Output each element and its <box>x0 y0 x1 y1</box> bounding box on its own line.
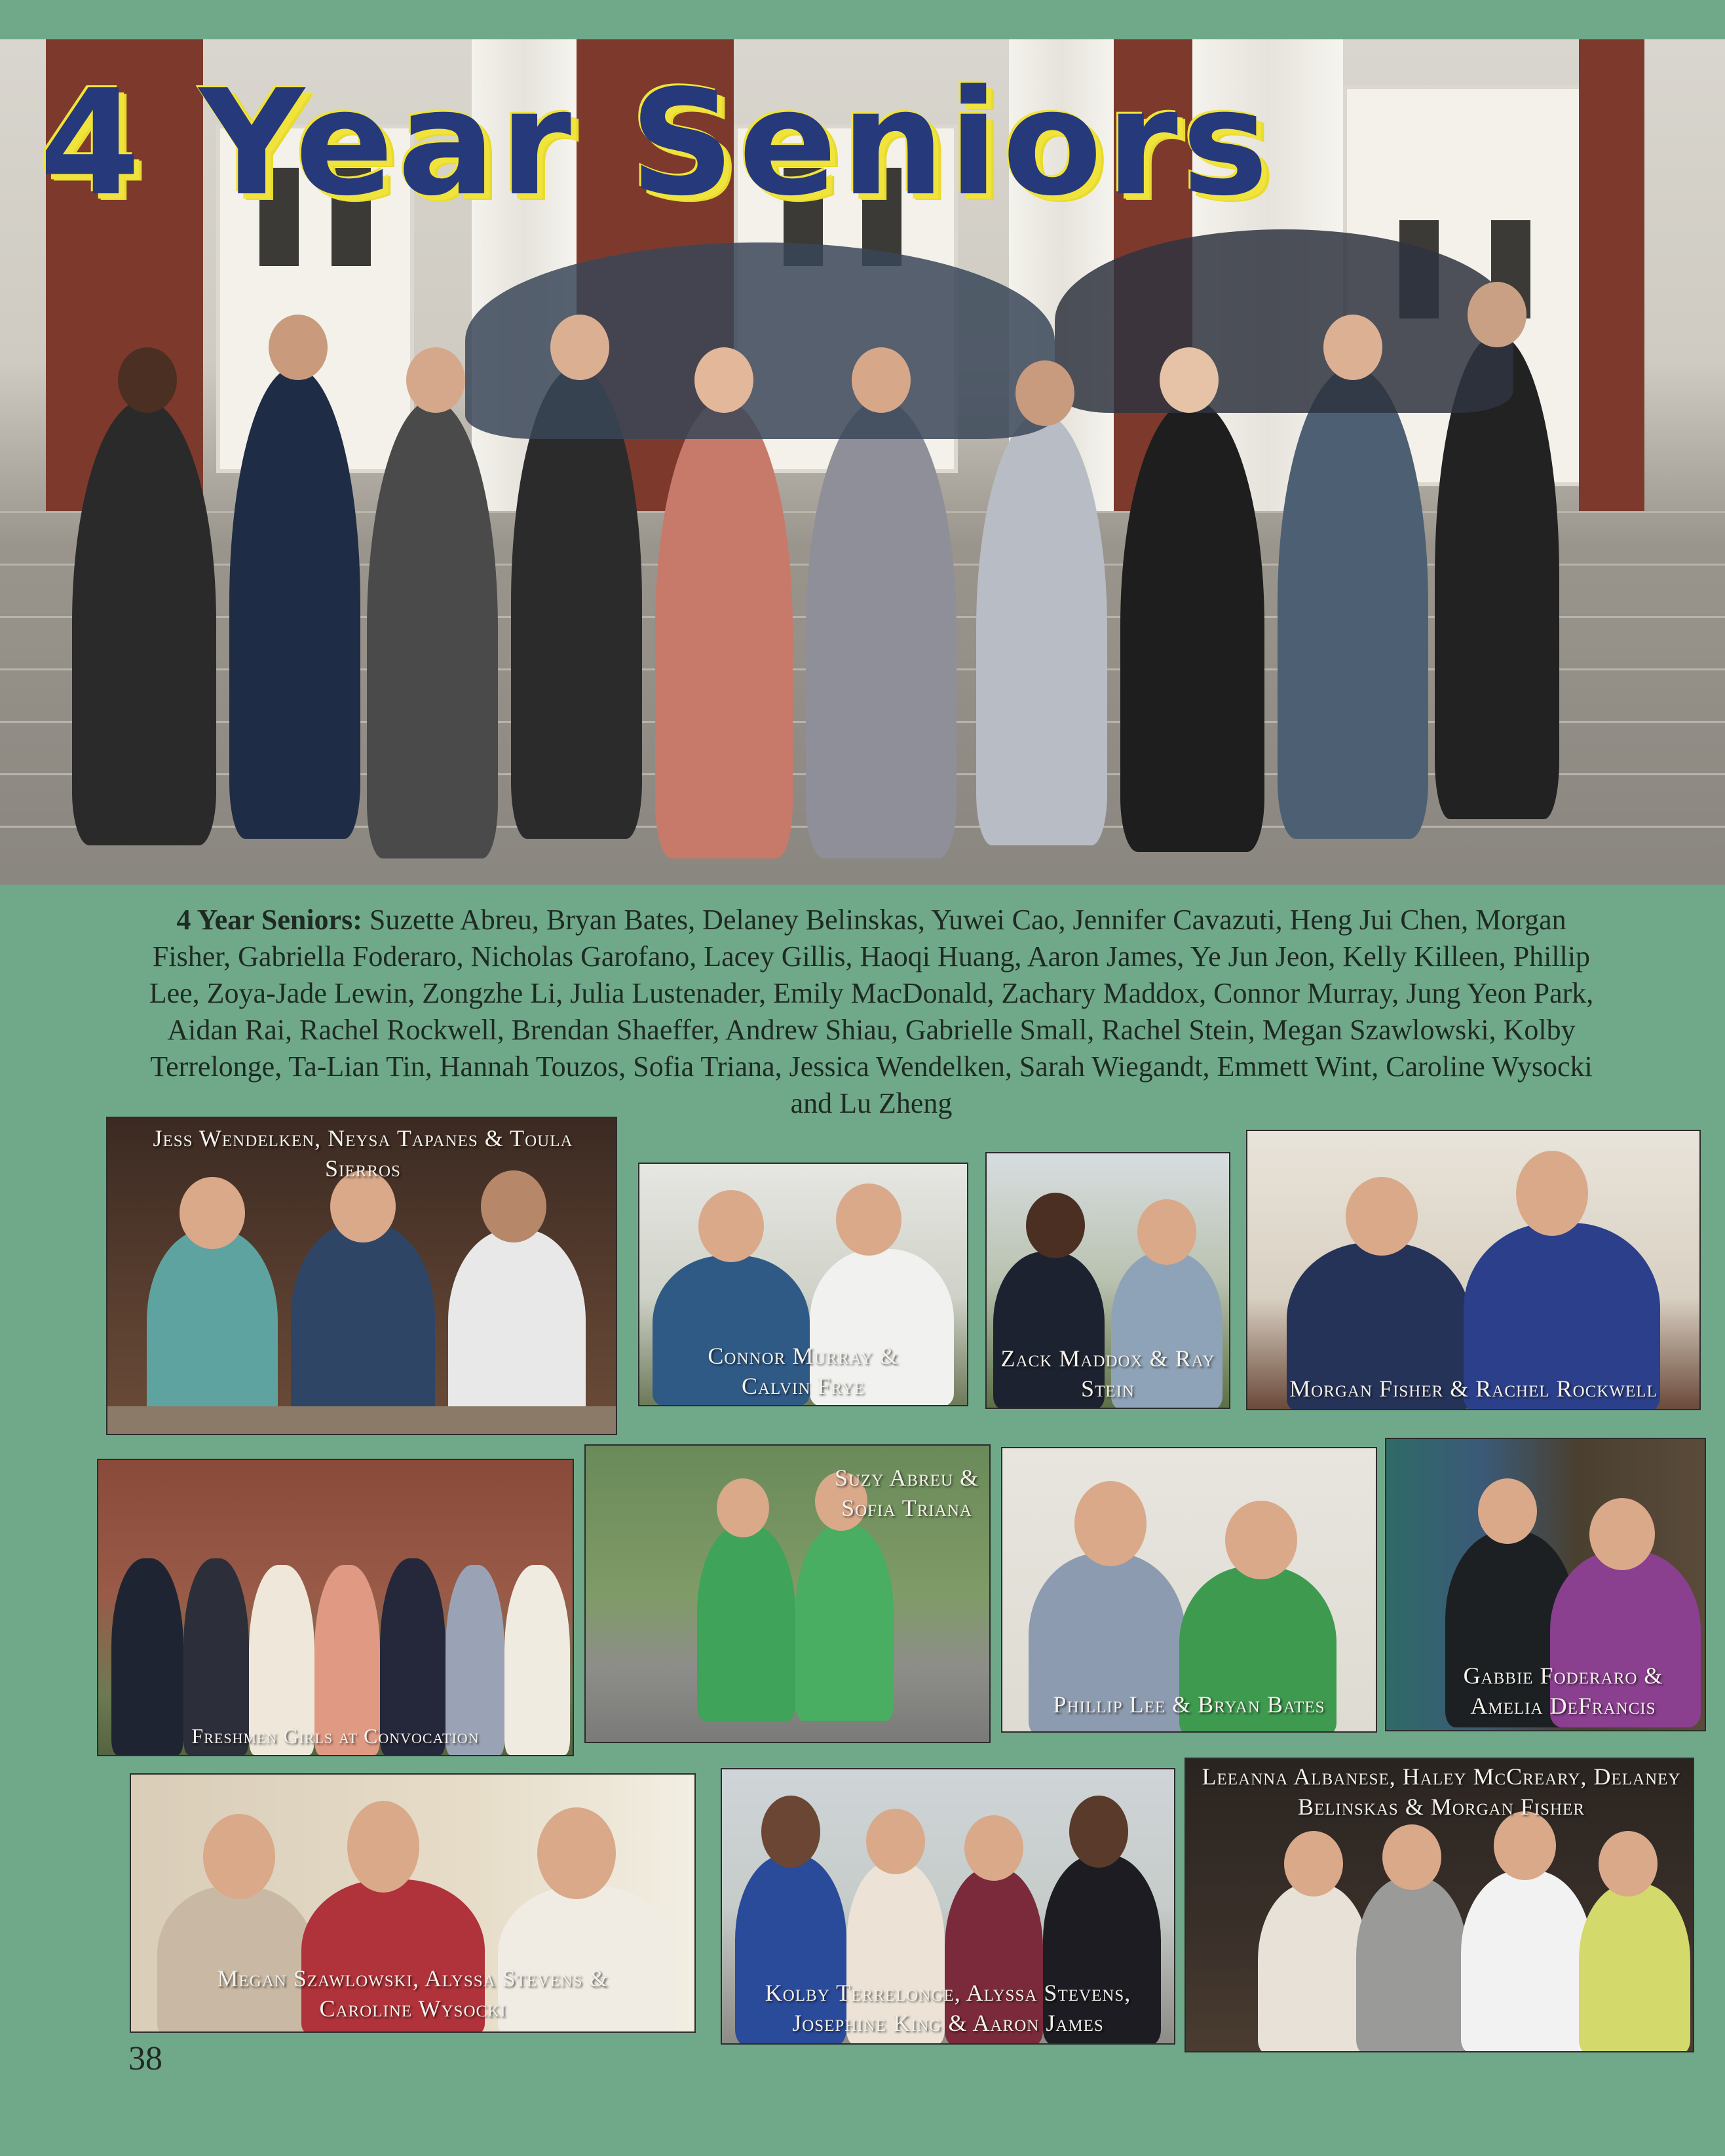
face <box>964 1815 1023 1881</box>
face <box>1015 360 1074 426</box>
student <box>795 1524 894 1721</box>
photo-caption: Leeanna Albanese, Haley McCreary, Delaney Belinskas & Morgan Fisher <box>1202 1763 1681 1820</box>
face <box>550 315 609 380</box>
candid-photo <box>1247 1131 1699 1409</box>
page-number: 38 <box>128 2040 162 2077</box>
photo-caption: Jess Wendelken, Neysa Tapanes & Toula Sierros <box>153 1125 573 1182</box>
face <box>1137 1199 1196 1265</box>
photo-caption: Morgan Fisher & Rachel Rockwell <box>1289 1376 1658 1402</box>
face <box>1346 1177 1418 1256</box>
student <box>291 1223 435 1433</box>
group-caption-names: Suzette Abreu, Bryan Bates, Delaney Belinskas, Yuwei Cao, Jennifer Cavazuti, Heng Jui Chen, Morgan Fisher, Gabriella Foderaro, Nicholas Garofano, Lacey Gillis, Haoqi Huang, Aaron James, Ye Jun Jeon, Kelly Killeen, Phillip Lee, Zoya-Jade Lewin, Zongzhe Li, Julia Lustenader, Emily MacDonald, Zachary Maddox, Connor Murray, Jung Yeon Park, Aidan Rai, Rachel Rockwell, Brendan Shaeffer, Andrew Shiau, Gabrielle Small, Rachel Stein, Megan Szawlowski, Kolby Terrelonge, Ta-Lian Tin, Hannah Touzos, Sofia Triana, Jessica Wendelken, Sarah Wiegandt, Emmett Wint, Caroline Wysocki and Lu Zheng <box>149 904 1594 1119</box>
student <box>1120 400 1264 852</box>
face <box>406 347 465 413</box>
student <box>806 400 957 858</box>
face <box>118 347 177 413</box>
student <box>1579 1883 1690 2051</box>
student <box>697 1524 795 1721</box>
candid-photo <box>987 1153 1229 1408</box>
face <box>1074 1481 1147 1566</box>
student <box>655 400 793 858</box>
candid-photo <box>586 1446 989 1742</box>
face <box>1589 1498 1655 1570</box>
candid-photo <box>639 1164 967 1405</box>
face <box>694 347 753 413</box>
face <box>1516 1151 1588 1236</box>
student <box>367 400 498 858</box>
photo-caption: Phillip Lee & Bryan Bates <box>1053 1691 1325 1718</box>
brick-wall-right <box>1579 39 1644 511</box>
student <box>1258 1883 1369 2051</box>
candid-photo <box>1186 1759 1693 2051</box>
face <box>269 315 328 380</box>
face <box>1225 1501 1297 1579</box>
face <box>1160 347 1219 413</box>
students-group <box>72 203 1566 885</box>
student <box>976 413 1107 845</box>
face <box>1284 1831 1343 1896</box>
page-title: 4 Year Seniors <box>39 59 1273 228</box>
face <box>1323 315 1382 380</box>
face <box>347 1801 419 1893</box>
face <box>203 1814 275 1899</box>
student <box>1461 1870 1592 2051</box>
face <box>1468 282 1526 347</box>
face <box>698 1190 764 1262</box>
group-caption <box>138 902 1605 1122</box>
photo-caption: Suzy Abreu & Sofia Triana <box>834 1465 979 1521</box>
face <box>1382 1824 1441 1890</box>
photo-caption: Kolby Terrelonge, Alyssa Stevens, Josephine King & Aaron James <box>765 1980 1131 2036</box>
face <box>1026 1193 1085 1258</box>
back-row-students <box>1055 229 1513 413</box>
photo-caption: Freshmen Girls at Convocation <box>191 1724 480 1748</box>
face <box>717 1478 769 1537</box>
face <box>1069 1796 1128 1868</box>
face <box>761 1796 820 1868</box>
student <box>147 1229 278 1433</box>
student <box>448 1229 586 1433</box>
candid-photo <box>131 1775 694 2031</box>
student <box>229 367 360 839</box>
face <box>852 347 911 413</box>
group-caption-label: 4 Year Seniors: <box>176 904 362 936</box>
face <box>836 1184 901 1256</box>
candid-photo <box>722 1769 1174 2043</box>
photo-caption: Gabbie Foderaro & Amelia DeFrancis <box>1463 1663 1663 1719</box>
photo-caption: Zack Maddox & Ray Stein <box>1000 1345 1215 1402</box>
candid-photo <box>1386 1439 1705 1730</box>
face <box>180 1177 245 1249</box>
photo-caption: Megan Szawlowski, Alyssa Stevens & Caroline Wysocki <box>217 1965 609 2022</box>
face <box>1478 1478 1537 1544</box>
student <box>72 400 216 845</box>
face <box>866 1809 925 1874</box>
railing <box>107 1406 616 1434</box>
student <box>1356 1877 1468 2051</box>
face <box>537 1807 616 1899</box>
face <box>1599 1831 1658 1896</box>
candid-photo <box>98 1460 573 1755</box>
group-photo <box>0 39 1725 885</box>
student <box>1278 367 1428 839</box>
candid-photo <box>107 1118 616 1434</box>
photo-caption: Connor Murray & Calvin Frye <box>708 1343 899 1399</box>
candid-photo <box>1002 1448 1376 1731</box>
